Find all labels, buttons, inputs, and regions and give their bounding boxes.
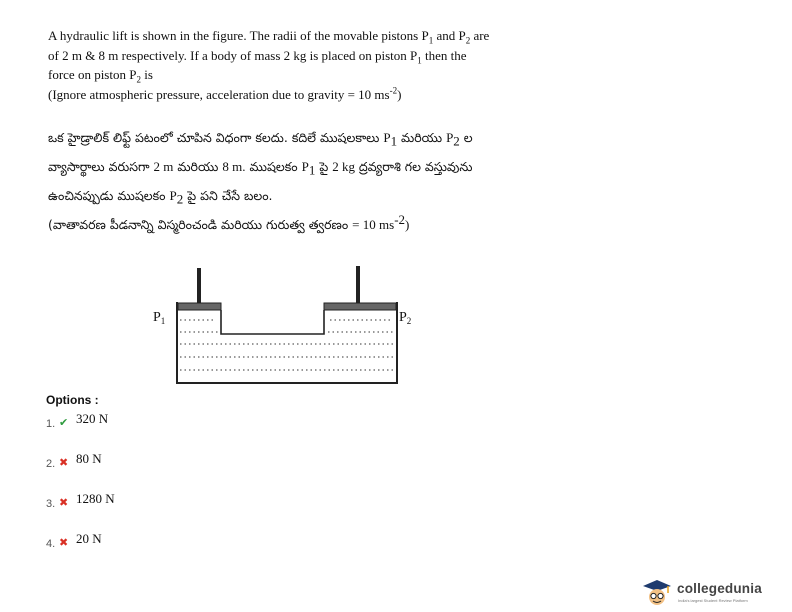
piston-p2-rod [356,266,360,303]
question-line: (వాతావరణ పీడనాన్ని విస్మరించండి మరియు గురుత్వ త్వరణం = 10 $ms^{-2}$) [48,211,410,232]
logo-tagline: India's largest Student Review Platform [678,598,748,603]
question-telugu [48,123,608,239]
cross-icon: ✖ [59,496,69,509]
cross-icon: ✖ [59,536,69,549]
question-line: వ్యాసార్థాలు వరుసగా 2 m మరియు 8 m. ముషలకం $P_1$ పై 2 kg ద్రవ్యరాశి గల వస్తువును [48,159,473,178]
cross-icon: ✖ [59,456,69,469]
question-line: force on piston $P_2$ is [48,67,153,85]
question-line: (Ignore atmospheric pressure, acceleration due to gravity = 10 $ms^{-2}$) [48,85,402,102]
option-text: 20 N [76,531,102,546]
option-text: 320 N [76,411,109,426]
piston-p1 [178,303,221,310]
option-number: 4. [46,538,56,550]
piston-p1-rod [197,268,201,303]
question-line: A hydraulic lift is shown in the figure. The radii of the movable pistons $P_1$ and $P_2$ are [48,28,490,46]
option-number: 3. [46,498,56,510]
container-middle-wall [221,310,324,334]
options-title: Options : [46,393,99,407]
option-text: 80 N [76,451,102,466]
option-number: 2. [46,458,56,470]
hydraulic-lift-figure [150,262,425,390]
container-outline [176,302,398,384]
option-number: 1. [46,418,56,430]
question-line: of 2 m & 8 m respectively. If a body of mass 2 kg is placed on piston $P_1$ then the [48,47,467,66]
check-icon: ✔ [59,416,69,429]
graduate-mascot-icon [639,579,675,607]
label-p1: $P_1$ [153,310,166,326]
question-line: ఉంచినప్పుడు ముషలకం $P_2$ పై పని చేసే బలం. [48,188,273,207]
collegedunia-logo [639,578,787,608]
question-line: ఒక హైడ్రాలిక్ లిఫ్ట్ పటంలో చూపిన విధంగా కలదు. కదిలే ముషలకాలు $P_1$ మరియు $P_2$ ల [48,130,473,149]
label-p2: $P_2$ [399,310,412,326]
question-english [48,26,588,104]
piston-p2 [324,303,396,310]
logo-brand: collegedunia [677,581,762,596]
fluid-dotted-lines [180,320,393,370]
option-text: 1280 N [76,491,115,506]
